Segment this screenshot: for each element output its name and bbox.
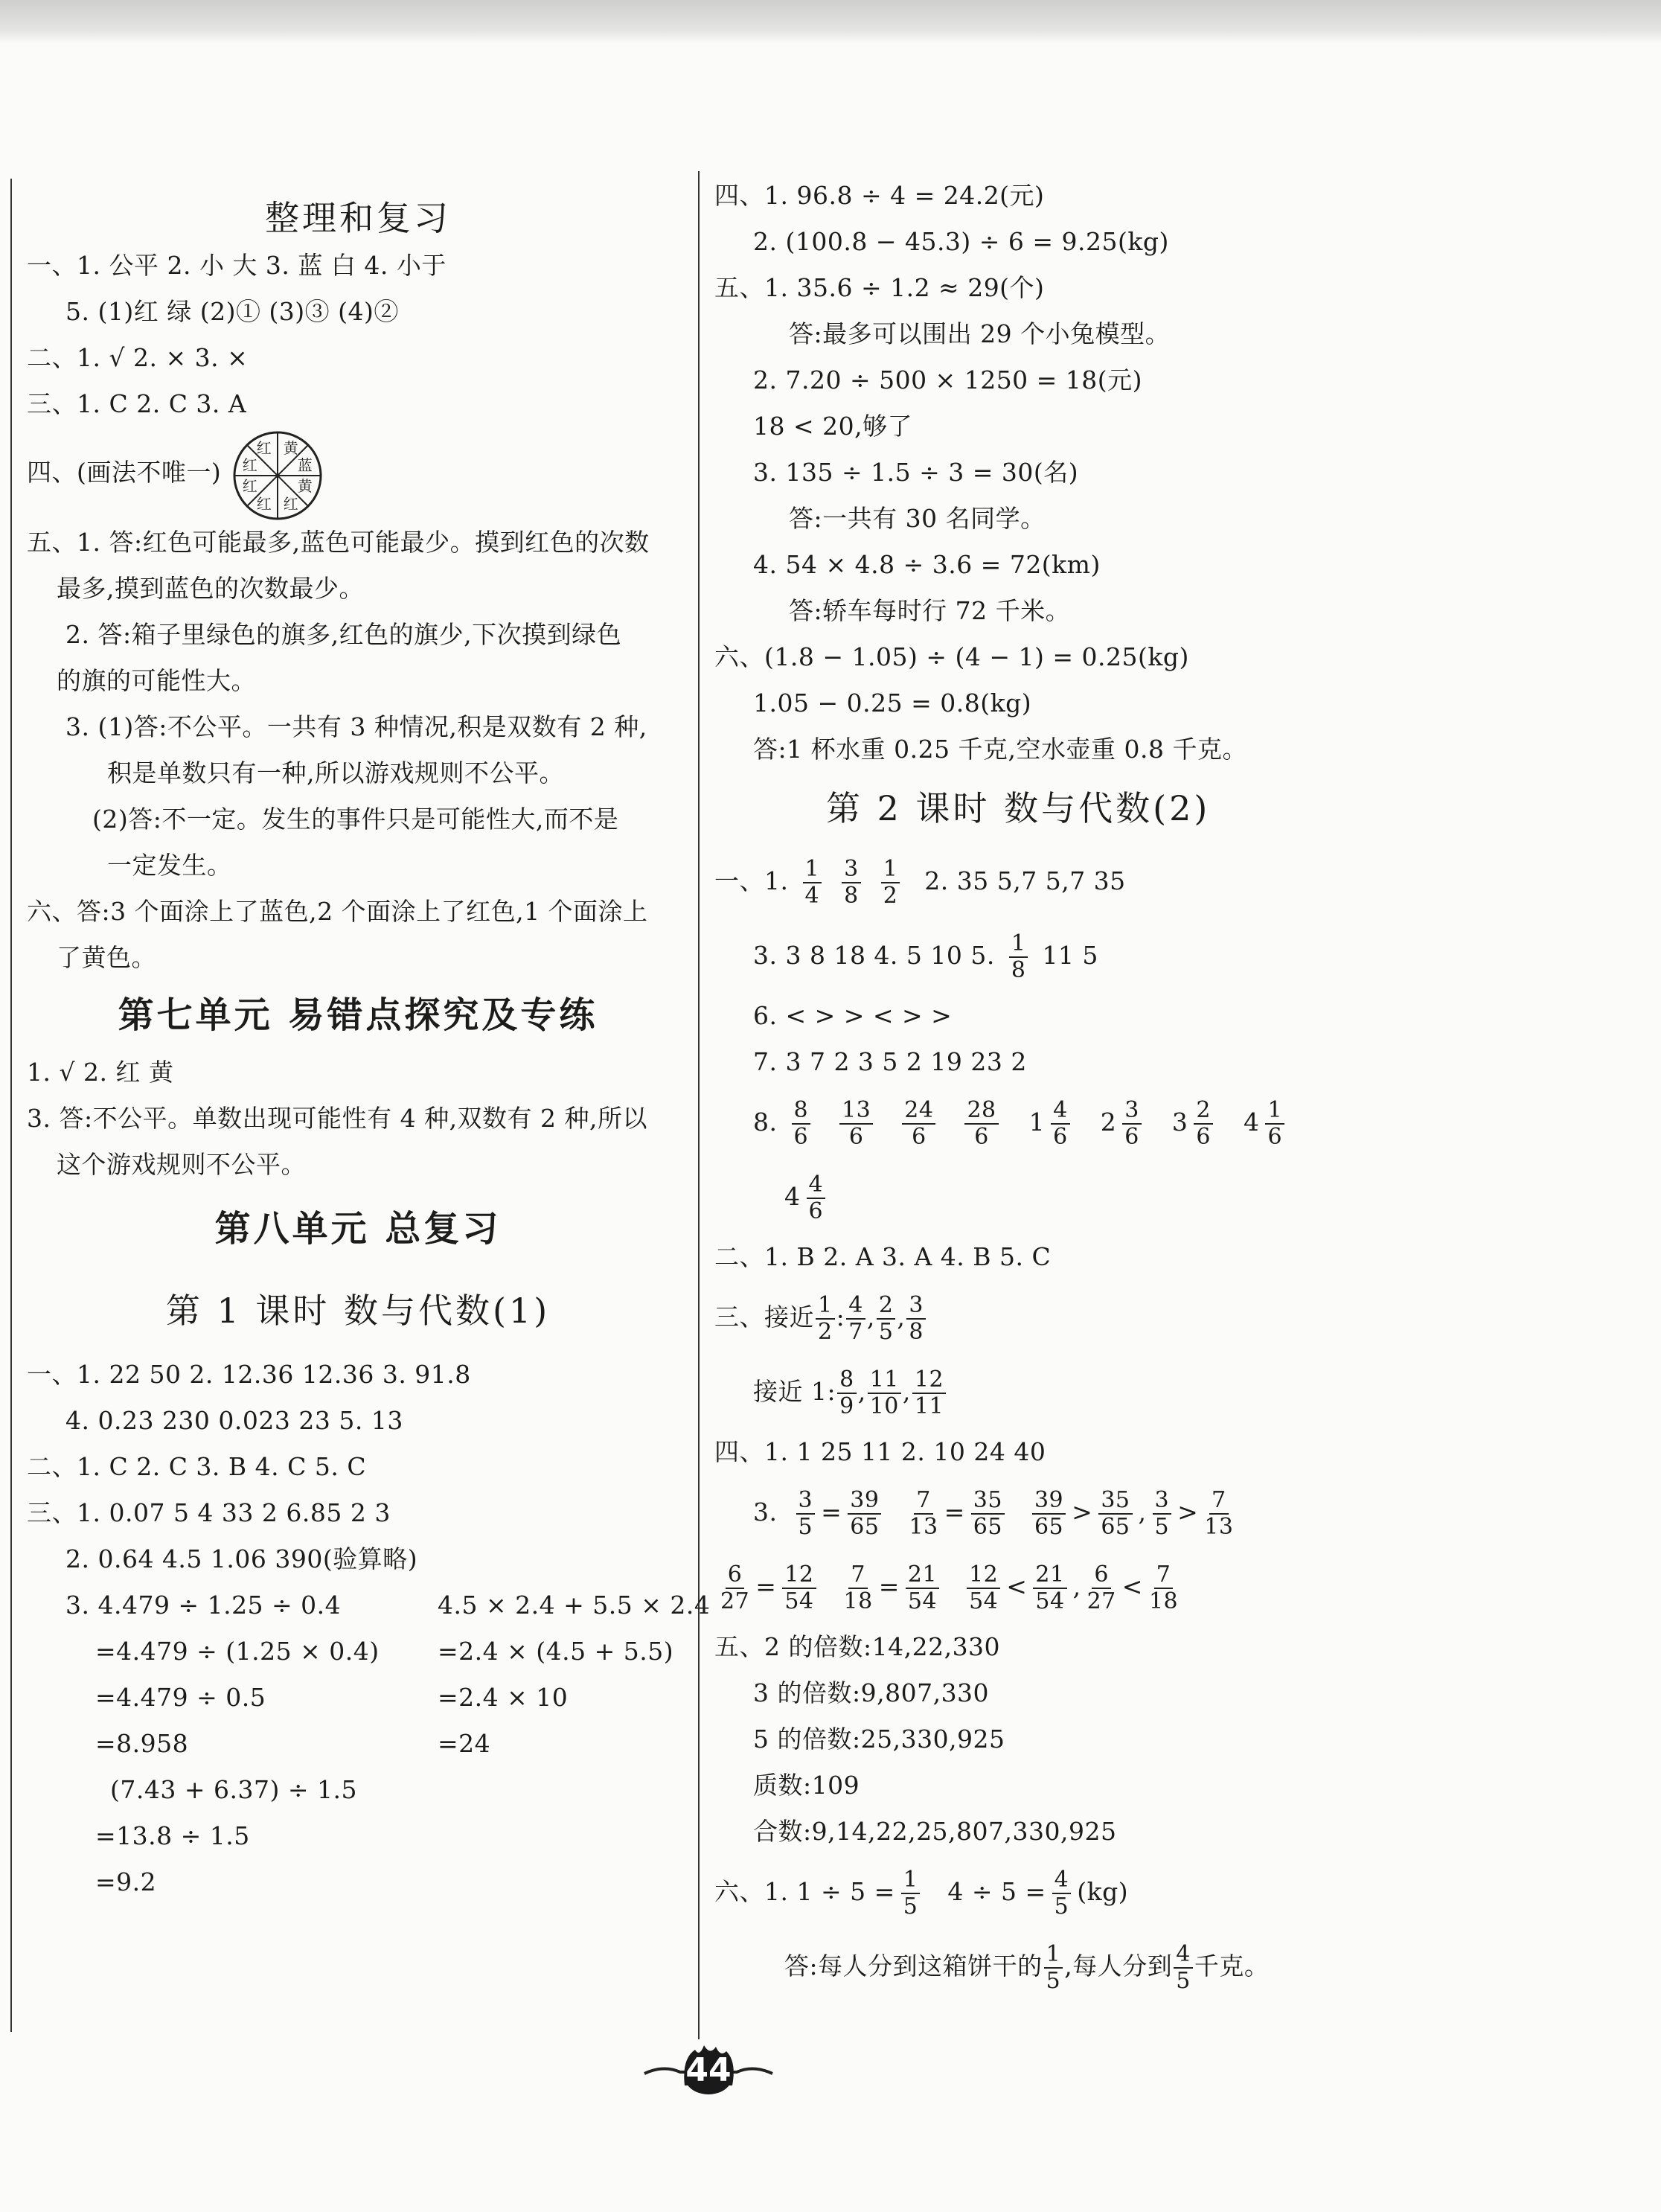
item-text: 3. 3 8 18 4. 5 10 5.: [753, 941, 995, 970]
fraction: $\frac{21}{54}$: [1033, 1562, 1066, 1614]
answer-line: 这个游戏规则不公平。: [57, 1150, 306, 1179]
calc-step: =24: [438, 1729, 491, 1758]
calc-step: =9.2: [95, 1867, 157, 1896]
wheel-sector: 红: [256, 495, 272, 513]
fraction: $\frac{3}{8}$: [842, 857, 861, 909]
answer-line: 积是单数只有一种,所以游戏规则不公平。: [107, 758, 564, 787]
left-margin-rule: [10, 179, 12, 2032]
answer-line: 六、答:3 个面涂上了蓝色,2 个面涂上了红色,1 个面涂上: [27, 897, 648, 926]
fraction: $\frac{7}{13}$: [909, 1487, 938, 1540]
answer-line: 答:一共有 30 名同学。: [789, 504, 1046, 533]
answer-line: 6. < > > < > >: [753, 1001, 953, 1030]
answer-line: 二、1. B 2. A 3. A 4. B 5. C: [714, 1242, 1052, 1271]
fraction-line: [714, 844, 1637, 918]
scan-top-band: [0, 0, 1661, 43]
page-number: 44: [685, 2051, 732, 2089]
fraction: $\frac{6}{27}$: [1086, 1561, 1116, 1614]
answer-line: 3. (1)答:不公平。一共有 3 种情况,积是双数有 2 种,: [65, 712, 647, 741]
wheel-sector: 蓝: [297, 456, 313, 474]
item-text: 三、接近: [714, 1302, 814, 1332]
answer-line: 三、1. 0.07 5 4 33 2 6.85 2 3: [27, 1498, 391, 1527]
calc-step: 3. 4.479 ÷ 1.25 ÷ 0.4: [65, 1591, 342, 1620]
whole-number: 2: [1100, 1107, 1117, 1137]
answer-line: 最多,摸到蓝色的次数最少。: [57, 574, 364, 603]
item-label: 8.: [753, 1107, 778, 1137]
calc-step: =2.4 × (4.5 + 5.5): [438, 1637, 674, 1666]
answer-line: 四、1. 96.8 ÷ 4 = 24.2(元): [714, 181, 1045, 210]
fraction: $\frac{3}{5}$: [1153, 1488, 1172, 1540]
fraction: $\frac{1}{8}$: [1009, 931, 1028, 983]
answer-line: 合数:9,14,22,25,807,330,925: [753, 1817, 1117, 1846]
fraction: $\frac{39}{65}$: [848, 1488, 881, 1540]
fraction-line: [714, 918, 1637, 993]
fraction-line: [714, 1929, 1637, 2004]
fraction: $\frac{4}{5}$: [1174, 1942, 1193, 1994]
item-text: 答:每人分到这箱饼干的: [784, 1952, 1043, 1981]
fraction-line: $\frac{6}{27}$ = $\frac{12}{54}$ $\frac{7}{18}$ = $\frac{21}{54}$ $\frac{12}{54}$ < $\frac{21}{54}$ , $\frac{6}{27}$ < $\frac{7}{18}$: [720, 1561, 1179, 1614]
fraction: $\frac{6}{27}$: [720, 1561, 750, 1614]
calc-step: (7.43 + 6.37) ÷ 1.5: [110, 1775, 357, 1804]
wheel-sector: 红: [242, 456, 258, 474]
answer-line: 六、(1.8 − 1.05) ÷ (4 − 1) = 0.25(kg): [714, 642, 1189, 671]
answer-line: 一定发生。: [107, 851, 232, 880]
answer-line: 2. 答:箱子里绿色的旗多,红色的旗少,下次摸到绿色: [65, 620, 622, 649]
fraction: $\frac{1}{2}$: [881, 857, 900, 909]
wheel-label: 四、(画法不唯一): [27, 458, 222, 487]
unit: (kg): [1077, 1877, 1129, 1906]
calc-step: 4.5 × 2.4 + 5.5 × 2.4: [438, 1591, 711, 1620]
answer-line: 质数:109: [753, 1771, 860, 1800]
fraction: $\frac{12}{11}$: [912, 1367, 946, 1419]
wheel-sector: 红: [256, 439, 272, 457]
right-column: [714, 173, 1637, 2004]
answer-line: 五、2 的倍数:14,22,330: [714, 1632, 1001, 1661]
whole-number: 4: [1243, 1107, 1260, 1137]
fraction: $\frac{39}{65}$: [1032, 1488, 1066, 1540]
answer-line: 2. 7.20 ÷ 500 × 1250 = 18(元): [753, 365, 1143, 394]
fraction: $\frac{4}{7}$: [846, 1293, 865, 1345]
heading-review: 整理和复习: [265, 198, 451, 238]
whole-number: 1: [1028, 1107, 1046, 1137]
fraction: $\frac{8}{6}$: [792, 1098, 811, 1150]
answer-line: 4. 0.23 230 0.023 23 5. 13: [65, 1406, 403, 1435]
fraction: $\frac{1}{4}$: [803, 857, 822, 909]
item-text: 千克。: [1194, 1952, 1270, 1981]
fraction: $\frac{1}{5}$: [901, 1867, 921, 1919]
calc-step: =13.8 ÷ 1.5: [95, 1821, 250, 1850]
answer-line: 5 的倍数:25,330,925: [753, 1724, 1005, 1754]
calc-step: =8.958: [95, 1729, 189, 1758]
calc-step: =4.479 ÷ (1.25 × 0.4): [95, 1637, 380, 1666]
fraction: $\frac{12}{54}$: [967, 1562, 1000, 1614]
heading-lesson2: 第 2 课时 数与代数(2): [826, 788, 1211, 828]
answer-line: 1. √ 2. 红 黄: [27, 1058, 174, 1087]
answer-line: 的旗的可能性大。: [57, 666, 256, 695]
fraction: $\frac{11}{10}$: [868, 1367, 901, 1419]
fraction-line: 3. $\frac{3}{5}$ = $\frac{39}{65}$ $\frac{7}{13}$ = $\frac{35}{65}$ $\frac{39}{65}$ > $\frac{35}{65}$ , $\frac{3}{5}$ > $\frac{7}{13}$: [753, 1487, 1234, 1540]
answer-line: 四、1. 1 25 11 2. 10 24 40: [714, 1437, 1046, 1466]
fraction: $\frac{1}{2}$: [816, 1293, 835, 1345]
calc-step: =4.479 ÷ 0.5: [95, 1683, 266, 1712]
fraction: $\frac{3}{8}$: [906, 1293, 926, 1345]
answer-line: 二、1. C 2. C 3. B 4. C 5. C: [27, 1452, 367, 1481]
whole-number: 3: [1171, 1107, 1188, 1137]
fraction: $\frac{28}{6}$: [964, 1098, 998, 1150]
answer-line: 1.05 − 0.25 = 0.8(kg): [753, 688, 1032, 717]
answer-line: 3. 答:不公平。单数出现可能性有 4 种,双数有 2 种,所以: [27, 1104, 648, 1133]
answer-line: 3 的倍数:9,807,330: [753, 1678, 990, 1707]
answer-line: 3. 135 ÷ 1.5 ÷ 3 = 30(名): [753, 458, 1079, 487]
answer-line: 4. 54 × 4.8 ÷ 3.6 = 72(km): [753, 550, 1101, 579]
answer-line: 7. 3 7 2 3 5 2 19 23 2: [753, 1047, 1027, 1076]
answer-line: 2. (100.8 − 45.3) ÷ 6 = 9.25(kg): [753, 227, 1169, 256]
fraction: $\frac{1}{6}$: [1265, 1098, 1284, 1150]
answer-line: 了黄色。: [57, 943, 156, 972]
item-label: 3.: [753, 1497, 778, 1527]
fraction: $\frac{24}{6}$: [902, 1098, 935, 1150]
answer-line: (2)答:不一定。发生的事件只是可能性大,而不是: [92, 805, 619, 834]
answer-line: 五、1. 35.6 ÷ 1.2 ≈ 29(个): [714, 273, 1045, 302]
fraction-line: 接近 1: $\frac{8}{9}$ , $\frac{11}{10}$ , $\frac{12}{11}$: [714, 1355, 1637, 1429]
fraction-line: [714, 1160, 1637, 1234]
item-text: ,每人分到: [1064, 1952, 1173, 1981]
wheel-sector: 黄: [297, 477, 313, 495]
fraction: $\frac{12}{54}$: [782, 1562, 816, 1614]
heading-unit8: 第八单元 总复习: [214, 1208, 502, 1250]
page-number-badge: [641, 2039, 775, 2102]
left-column: [27, 195, 711, 1905]
fraction: $\frac{4}{6}$: [807, 1172, 826, 1224]
answer-line: 答:1 杯水重 0.25 千克,空水壶重 0.8 千克。: [753, 735, 1248, 764]
fraction: $\frac{7}{18}$: [1148, 1561, 1179, 1614]
fraction: $\frac{35}{65}$: [971, 1488, 1005, 1540]
answer-line: 五、1. 答:红色可能最多,蓝色可能最少。摸到红色的次数: [27, 528, 650, 557]
calculation-block: [27, 1582, 711, 1905]
fraction: $\frac{4}{5}$: [1052, 1867, 1072, 1919]
item-text: 4 ÷ 5 =: [947, 1877, 1046, 1906]
fraction: $\frac{7}{18}$: [843, 1561, 873, 1614]
fraction-line: [714, 1855, 1637, 1929]
item-text: 六、1. 1 ÷ 5 =: [714, 1877, 895, 1906]
answer-line: 二、1. √ 2. × 3. ×: [27, 343, 249, 372]
fraction: $\frac{13}{6}$: [839, 1098, 873, 1150]
fraction: $\frac{3}{6}$: [1122, 1098, 1142, 1150]
fraction-line: [714, 1085, 1637, 1160]
item-text: 接近 1:: [753, 1377, 836, 1406]
item-text: 2. 35 5,7 5,7 35: [924, 866, 1126, 895]
heading-lesson1: 第 1 课时 数与代数(1): [165, 1291, 551, 1331]
answer-line: 5. (1)红 绿 (2)① (3)③ (4)②: [65, 297, 399, 326]
color-wheel-diagram: [229, 427, 326, 524]
fraction: $\frac{21}{54}$: [906, 1562, 939, 1614]
fraction: $\frac{35}{65}$: [1098, 1488, 1132, 1540]
answer-line: 一、1. 公平 2. 小 大 3. 蓝 白 4. 小于: [27, 251, 447, 280]
fraction: $\frac{4}{6}$: [1051, 1098, 1070, 1150]
answer-line: 18 < 20,够了: [753, 412, 913, 441]
heading-unit7: 第七单元 易错点探究及专练: [118, 994, 598, 1036]
fraction-line: 三、接近 $\frac{1}{2}$ : $\frac{4}{7}$ , $\frac{2}{5}$ , $\frac{3}{8}$: [714, 1280, 1637, 1355]
item-label: 一、1.: [714, 866, 789, 895]
answer-line: 2. 0.64 4.5 1.06 390(验算略): [65, 1544, 418, 1573]
answer-line: 三、1. C 2. C 3. A: [27, 389, 247, 418]
fraction: $\frac{7}{13}$: [1204, 1487, 1234, 1540]
answer-line: 答:轿车每时行 72 千米。: [789, 596, 1071, 625]
answer-line: 一、1. 22 50 2. 12.36 12.36 3. 91.8: [27, 1360, 471, 1389]
answer-line: 答:最多可以围出 29 个小兔模型。: [789, 319, 1171, 348]
item-text: 11 5: [1042, 941, 1098, 970]
whole-number: 4: [784, 1182, 801, 1211]
wheel-sector: 红: [283, 495, 299, 513]
fraction: $\frac{2}{6}$: [1194, 1098, 1213, 1150]
answer-line-wheel: [27, 427, 689, 520]
fraction: $\frac{1}{5}$: [1044, 1942, 1063, 1994]
wheel-sector: 红: [242, 477, 258, 495]
fraction: $\frac{8}{9}$: [837, 1367, 857, 1419]
wheel-sector: 黄: [283, 439, 299, 457]
fraction: $\frac{3}{5}$: [796, 1488, 816, 1540]
calc-step: =2.4 × 10: [438, 1683, 569, 1712]
fraction: $\frac{2}{5}$: [877, 1293, 896, 1345]
